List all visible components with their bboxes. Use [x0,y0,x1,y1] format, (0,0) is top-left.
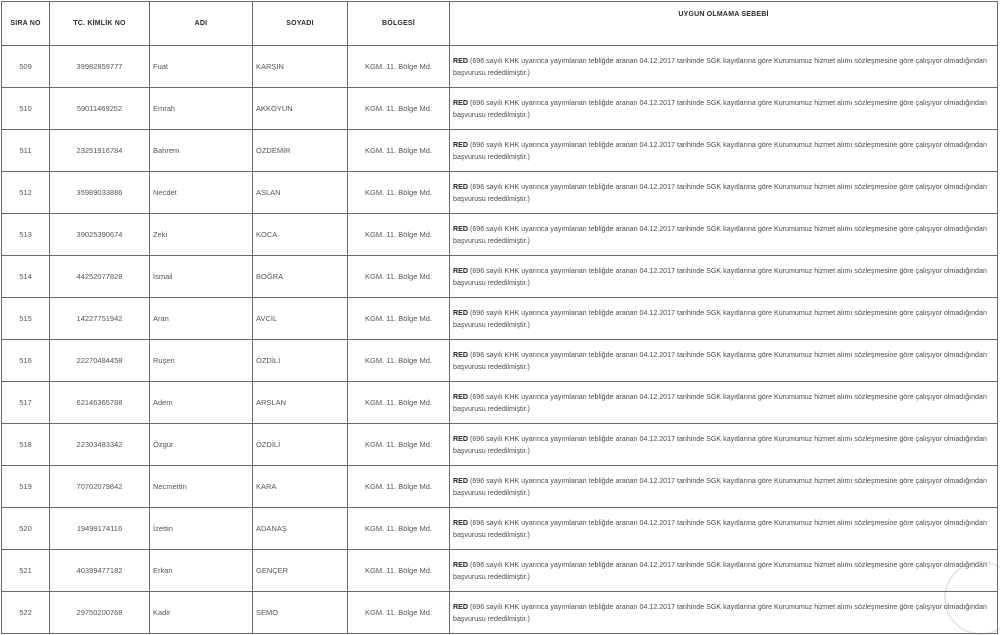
reason-prefix: RED [453,392,468,401]
reason-text: (696 sayılı KHK uyarınca yayımlanan tebliğde aranan 04.12.2017 tarihinde SGK kayıtlarına göre Kurumumuz hizmet alımı sözleşmesine göre çalışıyor olmadığından başvurusu rededilmiştir.) [453,140,987,161]
table-row [2,46,998,88]
reason-prefix: RED [453,182,468,191]
reason-text: (696 sayılı KHK uyarınca yayımlanan tebliğde aranan 04.12.2017 tarihinde SGK kayıtlarına göre Kurumumuz hizmet alımı sözleşmesine göre çalışıyor olmadığından başvurusu rededilmiştir.) [453,518,987,539]
cell-adi: Kadir [150,592,253,634]
cell-tc-kimlik-no: 14227751942 [50,298,150,340]
cell-sebep [450,592,998,634]
cell-tc-kimlik-no: 19499174116 [50,508,150,550]
table-row [2,466,998,508]
cell-tc-kimlik-no: 39025390674 [50,214,150,256]
cell-soyadi: ADANAŞ [253,508,348,550]
header-tc-kimlik-no: TC. KİMLİK NO [50,2,150,46]
cell-bolgesi: KGM. 11. Bölge Md. [348,88,450,130]
cell-sira-no: 515 [2,298,50,340]
table-row [2,340,998,382]
reason-text: (696 sayılı KHK uyarınca yayımlanan tebliğde aranan 04.12.2017 tarihinde SGK kayıtlarına göre Kurumumuz hizmet alımı sözleşmesine göre çalışıyor olmadığından başvurusu rededilmiştir.) [453,434,987,455]
cell-soyadi: ASLAN [253,172,348,214]
cell-bolgesi: KGM. 11. Bölge Md. [348,550,450,592]
cell-adi: Ruşen [150,340,253,382]
cell-sebep [450,214,998,256]
applicant-table [1,1,998,634]
cell-adi: Özgür [150,424,253,466]
header-adi: ADI [150,2,253,46]
cell-sira-no: 520 [2,508,50,550]
cell-tc-kimlik-no: 39982859777 [50,46,150,88]
cell-bolgesi: KGM. 11. Bölge Md. [348,382,450,424]
cell-sebep [450,130,998,172]
cell-sira-no: 512 [2,172,50,214]
reason-prefix: RED [453,140,468,149]
header-sira-no: SIRA NO [2,2,50,46]
table-row [2,382,998,424]
cell-adi: Adem [150,382,253,424]
cell-bolgesi: KGM. 11. Bölge Md. [348,46,450,88]
cell-soyadi: GENÇER [253,550,348,592]
cell-tc-kimlik-no: 29750200768 [50,592,150,634]
reason-prefix: RED [453,602,468,611]
cell-tc-kimlik-no: 70702079842 [50,466,150,508]
table-row [2,298,998,340]
cell-sebep [450,172,998,214]
table-row [2,256,998,298]
reason-text: (696 sayılı KHK uyarınca yayımlanan tebliğde aranan 04.12.2017 tarihinde SGK kayıtlarına göre Kurumumuz hizmet alımı sözleşmesine göre çalışıyor olmadığından başvurusu rededilmiştir.) [453,266,987,287]
cell-sebep [450,424,998,466]
cell-sira-no: 517 [2,382,50,424]
reason-prefix: RED [453,350,468,359]
reason-text: (696 sayılı KHK uyarınca yayımlanan tebliğde aranan 04.12.2017 tarihinde SGK kayıtlarına göre Kurumumuz hizmet alımı sözleşmesine göre çalışıyor olmadığından başvurusu rededilmiştir.) [453,560,987,581]
cell-adi: Aran [150,298,253,340]
cell-tc-kimlik-no: 23251916784 [50,130,150,172]
cell-tc-kimlik-no: 62146365788 [50,382,150,424]
cell-bolgesi: KGM. 11. Bölge Md. [348,340,450,382]
cell-soyadi: KARŞIN [253,46,348,88]
cell-sira-no: 511 [2,130,50,172]
table-row [2,88,998,130]
cell-bolgesi: KGM. 11. Bölge Md. [348,214,450,256]
cell-soyadi: KARA [253,466,348,508]
table-header-row [2,2,998,46]
reason-prefix: RED [453,224,468,233]
cell-sira-no: 519 [2,466,50,508]
cell-bolgesi: KGM. 11. Bölge Md. [348,172,450,214]
cell-bolgesi: KGM. 11. Bölge Md. [348,424,450,466]
cell-bolgesi: KGM. 11. Bölge Md. [348,298,450,340]
reason-text: (696 sayılı KHK uyarınca yayımlanan tebliğde aranan 04.12.2017 tarihinde SGK kayıtlarına göre Kurumumuz hizmet alımı sözleşmesine göre çalışıyor olmadığından başvurusu rededilmiştir.) [453,476,987,497]
cell-tc-kimlik-no: 44252077828 [50,256,150,298]
cell-sebep [450,46,998,88]
cell-sira-no: 514 [2,256,50,298]
cell-adi: Fuat [150,46,253,88]
cell-adi: Necmettin [150,466,253,508]
reason-text: (696 sayılı KHK uyarınca yayımlanan tebliğde aranan 04.12.2017 tarihinde SGK kayıtlarına göre Kurumumuz hizmet alımı sözleşmesine göre çalışıyor olmadığından başvurusu rededilmiştir.) [453,224,987,245]
reason-text: (696 sayılı KHK uyarınca yayımlanan tebliğde aranan 04.12.2017 tarihinde SGK kayıtlarına göre Kurumumuz hizmet alımı sözleşmesine göre çalışıyor olmadığından başvurusu rededilmiştir.) [453,350,987,371]
header-uygun-olmama-sebebi: UYGUN OLMAMA SEBEBİ [450,2,998,46]
table-row [2,424,998,466]
table-row [2,214,998,256]
cell-bolgesi: KGM. 11. Bölge Md. [348,256,450,298]
cell-adi: Zeki [150,214,253,256]
cell-adi: Emrah [150,88,253,130]
table-row [2,172,998,214]
cell-bolgesi: KGM. 11. Bölge Md. [348,592,450,634]
reason-prefix: RED [453,560,468,569]
reason-text: (696 sayılı KHK uyarınca yayımlanan tebliğde aranan 04.12.2017 tarihinde SGK kayıtlarına göre Kurumumuz hizmet alımı sözleşmesine göre çalışıyor olmadığından başvurusu rededilmiştir.) [453,56,987,77]
cell-adi: Bahrem [150,130,253,172]
cell-adi: İsmail [150,256,253,298]
header-soyadi: SOYADI [253,2,348,46]
reason-prefix: RED [453,476,468,485]
cell-sira-no: 510 [2,88,50,130]
cell-tc-kimlik-no: 22303483342 [50,424,150,466]
cell-soyadi: BOĞRA [253,256,348,298]
reason-prefix: RED [453,98,468,107]
cell-bolgesi: KGM. 11. Bölge Md. [348,508,450,550]
reason-text: (696 sayılı KHK uyarınca yayımlanan tebliğde aranan 04.12.2017 tarihinde SGK kayıtlarına göre Kurumumuz hizmet alımı sözleşmesine göre çalışıyor olmadığından başvurusu rededilmiştir.) [453,392,987,413]
cell-bolgesi: KGM. 11. Bölge Md. [348,466,450,508]
table-row [2,508,998,550]
cell-sira-no: 516 [2,340,50,382]
cell-soyadi: KOCA [253,214,348,256]
cell-tc-kimlik-no: 40399477182 [50,550,150,592]
header-bolgesi: BÖLGESİ [348,2,450,46]
cell-adi: Erkan [150,550,253,592]
reason-prefix: RED [453,434,468,443]
cell-sebep [450,256,998,298]
cell-sebep [450,298,998,340]
cell-sebep [450,508,998,550]
cell-sebep [450,382,998,424]
cell-soyadi: SEMO [253,592,348,634]
cell-soyadi: ÖZDEMİR [253,130,348,172]
reason-prefix: RED [453,308,468,317]
cell-soyadi: AKKOYUN [253,88,348,130]
cell-sira-no: 521 [2,550,50,592]
reason-text: (696 sayılı KHK uyarınca yayımlanan tebliğde aranan 04.12.2017 tarihinde SGK kayıtlarına göre Kurumumuz hizmet alımı sözleşmesine göre çalışıyor olmadığından başvurusu rededilmiştir.) [453,602,987,623]
cell-bolgesi: KGM. 11. Bölge Md. [348,130,450,172]
cell-soyadi: ÖZDİLİ [253,424,348,466]
reason-prefix: RED [453,518,468,527]
reason-prefix: RED [453,56,468,65]
cell-sira-no: 509 [2,46,50,88]
table-row [2,550,998,592]
cell-sebep [450,466,998,508]
cell-soyadi: ÖZDİLİ [253,340,348,382]
table-body [2,46,998,634]
cell-tc-kimlik-no: 22270484458 [50,340,150,382]
reason-prefix: RED [453,266,468,275]
cell-tc-kimlik-no: 59011469252 [50,88,150,130]
reason-text: (696 sayılı KHK uyarınca yayımlanan tebliğde aranan 04.12.2017 tarihinde SGK kayıtlarına göre Kurumumuz hizmet alımı sözleşmesine göre çalışıyor olmadığından başvurusu rededilmiştir.) [453,308,987,329]
table-row [2,592,998,634]
cell-sira-no: 522 [2,592,50,634]
cell-soyadi: ARSLAN [253,382,348,424]
reason-text: (696 sayılı KHK uyarınca yayımlanan tebliğde aranan 04.12.2017 tarihinde SGK kayıtlarına göre Kurumumuz hizmet alımı sözleşmesine göre çalışıyor olmadığından başvurusu rededilmiştir.) [453,98,987,119]
table-row [2,130,998,172]
cell-adi: İzettin [150,508,253,550]
cell-sebep [450,88,998,130]
cell-sebep [450,340,998,382]
cell-tc-kimlik-no: 35989033886 [50,172,150,214]
cell-sira-no: 518 [2,424,50,466]
cell-sira-no: 513 [2,214,50,256]
cell-soyadi: AVCİL [253,298,348,340]
reason-text: (696 sayılı KHK uyarınca yayımlanan tebliğde aranan 04.12.2017 tarihinde SGK kayıtlarına göre Kurumumuz hizmet alımı sözleşmesine göre çalışıyor olmadığından başvurusu rededilmiştir.) [453,182,987,203]
cell-sebep [450,550,998,592]
cell-adi: Necdet [150,172,253,214]
